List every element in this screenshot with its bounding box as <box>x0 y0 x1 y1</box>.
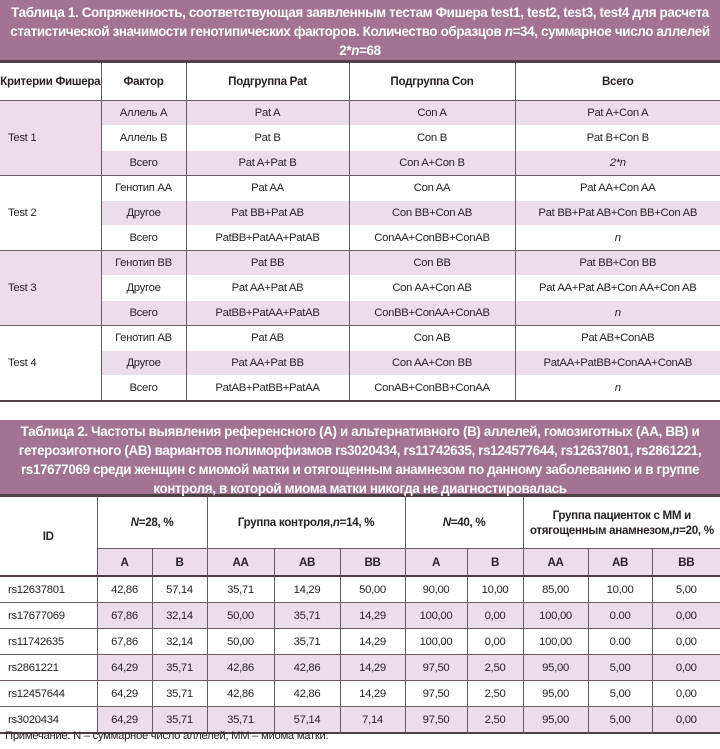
frequency-cell: 7,14 <box>340 707 405 734</box>
frequency-cell: 32,14 <box>152 629 207 655</box>
snp-id-cell: rs12457644 <box>0 681 97 707</box>
snp-id-cell: rs12637801 <box>0 576 97 603</box>
table-row <box>0 376 720 402</box>
frequency-cell: 0.00 <box>588 629 652 655</box>
frequency-cell: 35,71 <box>152 681 207 707</box>
table-cell: Con BB+Con AB <box>349 201 515 226</box>
frequency-cell: 2,50 <box>467 681 523 707</box>
table-cell: 2*n <box>515 151 720 176</box>
column-header: Критерии Фишера <box>0 63 101 101</box>
frequency-cell: 57,14 <box>274 707 340 734</box>
frequency-cell: 10,00 <box>467 576 523 603</box>
frequency-cell: 0,00 <box>652 681 720 707</box>
table-row <box>0 655 720 681</box>
table-row <box>0 681 720 707</box>
frequency-cell: 0,00 <box>652 655 720 681</box>
group-header-segment: =28, % <box>138 516 174 529</box>
table-cell: PatAA+PatBB+ConAA+ConAB <box>515 351 720 376</box>
table-row <box>0 326 720 351</box>
factor-cell: Всего <box>101 151 186 176</box>
table-cell: Con A <box>349 101 515 126</box>
table1-title-segment: n <box>351 43 360 58</box>
frequency-cell: 35,71 <box>274 603 340 629</box>
factor-cell: Аллель А <box>101 101 186 126</box>
table-cell: Pat A <box>186 101 349 126</box>
subheader: BB <box>652 549 720 577</box>
group-header-segment: =14, % <box>339 516 375 529</box>
group-header-segment: n <box>332 516 340 529</box>
frequency-cell: 14,29 <box>340 603 405 629</box>
group-header-segment: Группа пациенток с ММ и отягощенным анамнезом, <box>529 508 691 537</box>
factor-cell: Всего <box>101 376 186 402</box>
frequency-cell: 64,29 <box>97 655 152 681</box>
table1-title <box>0 0 720 63</box>
table-row <box>0 576 720 603</box>
table-cell: Pat BB+Pat AB <box>186 201 349 226</box>
frequency-cell: 95,00 <box>523 655 588 681</box>
table-cell: Pat A+Con A <box>515 101 720 126</box>
table1-title-segment: =68 <box>359 43 381 58</box>
frequency-cell: 0,00 <box>467 629 523 655</box>
table-cell: Pat B <box>186 126 349 151</box>
frequency-cell: 35,71 <box>152 655 207 681</box>
group-header-segment: N <box>442 516 451 529</box>
frequency-cell: 14,29 <box>340 655 405 681</box>
group-header <box>97 497 207 549</box>
frequency-cell: 42,86 <box>274 655 340 681</box>
group-header-segment: Группа контроля, <box>237 516 333 529</box>
table-cell: Pat AA+Con AA <box>515 176 720 201</box>
table-row <box>0 201 720 226</box>
table-cell: Con AA <box>349 176 515 201</box>
frequency-cell: 5,00 <box>652 576 720 603</box>
frequency-cell: 100,00 <box>523 603 588 629</box>
frequency-cell: 57,14 <box>152 576 207 603</box>
frequency-cell: 5,00 <box>588 655 652 681</box>
frequency-cell: 100,00 <box>523 629 588 655</box>
table-cell: Pat A+Pat B <box>186 151 349 176</box>
table1-title-segment: =34, суммарное число аллелей 2* <box>339 24 710 58</box>
table-note: Примечание. N – суммарное число аллелей; ММ – миома матки. <box>5 730 329 742</box>
group-header-segment: n <box>672 523 680 537</box>
table-cell: n <box>515 301 720 326</box>
frequency-cell: 14,29 <box>340 681 405 707</box>
subheader: B <box>467 549 523 577</box>
snp-id-cell: rs3020434 <box>0 707 97 734</box>
frequency-cell: 97,50 <box>405 681 467 707</box>
id-header: ID <box>0 497 97 576</box>
table-cell: Pat AA+Pat AB <box>186 276 349 301</box>
frequency-cell: 67,86 <box>97 629 152 655</box>
table-cell: Pat AA+Pat AB+Con AA+Con AB <box>515 276 720 301</box>
frequency-cell: 50,00 <box>207 629 274 655</box>
table-row <box>0 351 720 376</box>
table2 <box>0 497 720 734</box>
table-cell: PatBB+PatAA+PatAB <box>186 226 349 251</box>
table-cell: ConAA+ConBB+ConAB <box>349 226 515 251</box>
table-row <box>0 603 720 629</box>
column-header: Подгруппа Con <box>349 63 515 101</box>
frequency-cell: 85,00 <box>523 576 588 603</box>
group-header-segment: =20, % <box>679 523 714 537</box>
table-cell: n <box>515 376 720 402</box>
subheader: A <box>405 549 467 577</box>
table-cell: Con A+Con B <box>349 151 515 176</box>
frequency-cell: 5,00 <box>588 681 652 707</box>
frequency-cell: 64,29 <box>97 707 152 734</box>
frequency-cell: 64,29 <box>97 681 152 707</box>
table-row <box>0 629 720 655</box>
table-row <box>0 101 720 126</box>
group-header <box>523 497 720 549</box>
table-cell: Pat AB+ConAB <box>515 326 720 351</box>
table-cell: n <box>515 226 720 251</box>
frequency-cell: 14,29 <box>274 576 340 603</box>
frequency-cell: 2,50 <box>467 655 523 681</box>
frequency-cell: 0,00 <box>652 603 720 629</box>
table-cell: Con BB <box>349 251 515 276</box>
column-header: Всего <box>515 63 720 101</box>
table1-title-segment: n <box>504 24 513 39</box>
factor-cell: Генотип AB <box>101 326 186 351</box>
snp-id-cell: rs11742635 <box>0 629 97 655</box>
frequency-cell: 42,86 <box>97 576 152 603</box>
frequency-cell: 67,86 <box>97 603 152 629</box>
factor-cell: Другое <box>101 276 186 301</box>
frequency-cell: 42,86 <box>207 655 274 681</box>
table-cell: ConBB+ConAA+ConAB <box>349 301 515 326</box>
frequency-cell: 2,50 <box>467 707 523 734</box>
frequency-cell: 14,29 <box>340 629 405 655</box>
fisher-test-label: Test 3 <box>0 251 101 326</box>
table-row <box>0 151 720 176</box>
table-cell: Con B <box>349 126 515 151</box>
table-cell: Pat AA <box>186 176 349 201</box>
subheader: AB <box>274 549 340 577</box>
frequency-cell: 90,00 <box>405 576 467 603</box>
factor-cell: Другое <box>101 201 186 226</box>
table-cell: Pat BB+Pat AB+Con BB+Con AB <box>515 201 720 226</box>
table-row <box>0 126 720 151</box>
factor-cell: Генотип BB <box>101 251 186 276</box>
table-row <box>0 176 720 201</box>
subheader: BB <box>340 549 405 577</box>
table-row <box>0 276 720 301</box>
frequency-cell: 32,14 <box>152 603 207 629</box>
table2-title: Таблица 2. Частоты выявления референсного (A) и альтернативного (B) аллелей, гомозиготных (AA, BB) и гетерозиготного (AB) вариантов полиморфизмов rs3020434, rs11742635, rs124577644, rs12637801, rs2861221, rs17677069 среди женщин с миомой матки и отягощенным анамнезом по данному заболеванию и в группе контроля, в которой миома матки никогда не диагностировалась <box>0 420 720 497</box>
table-cell: PatAB+PatBB+PatAA <box>186 376 349 402</box>
subheader: AB <box>588 549 652 577</box>
factor-cell: Генотип AA <box>101 176 186 201</box>
frequency-cell: 42,86 <box>274 681 340 707</box>
group-header-segment: =40, % <box>450 516 486 529</box>
frequency-cell: 35,71 <box>207 707 274 734</box>
table1-header-row <box>0 63 720 101</box>
table-cell: Pat BB+Con BB <box>515 251 720 276</box>
factor-cell: Аллель B <box>101 126 186 151</box>
subheader: AA <box>523 549 588 577</box>
frequency-cell: 35,71 <box>274 629 340 655</box>
factor-cell: Другое <box>101 351 186 376</box>
column-header: Фактор <box>101 63 186 101</box>
frequency-cell: 35,71 <box>152 707 207 734</box>
frequency-cell: 0,00 <box>652 707 720 734</box>
frequency-cell: 42,86 <box>207 681 274 707</box>
frequency-cell: 97,50 <box>405 707 467 734</box>
snp-id-cell: rs17677069 <box>0 603 97 629</box>
table-cell: Pat AA+Pat BB <box>186 351 349 376</box>
column-header: Подгруппа Pat <box>186 63 349 101</box>
factor-cell: Всего <box>101 226 186 251</box>
subheader: A <box>97 549 152 577</box>
frequency-cell: 35,71 <box>207 576 274 603</box>
table-cell: Pat AB <box>186 326 349 351</box>
fisher-test-label: Test 4 <box>0 326 101 402</box>
fisher-test-label: Test 2 <box>0 176 101 251</box>
fisher-test-label: Test 1 <box>0 101 101 176</box>
group-header <box>207 497 405 549</box>
group-header-segment: N <box>130 516 139 529</box>
table-cell: Con AA+Con AB <box>349 276 515 301</box>
subheader: B <box>152 549 207 577</box>
table-cell: Con AB <box>349 326 515 351</box>
table-row <box>0 251 720 276</box>
frequency-cell: 0,00 <box>467 603 523 629</box>
table2-group-header-row <box>0 497 720 549</box>
table-row <box>0 226 720 251</box>
subheader: AA <box>207 549 274 577</box>
table1-title-segment: Таблица 1. Сопряженность, соответствующая заявленным тестам Фишера test1, test2, test3, test4 для расчета статистической значимости генотипических факторов. Количество образцов <box>10 5 709 39</box>
frequency-cell: 97,50 <box>405 655 467 681</box>
frequency-cell: 0,00 <box>652 629 720 655</box>
table1 <box>0 63 720 402</box>
frequency-cell: 95,00 <box>523 707 588 734</box>
frequency-cell: 100,00 <box>405 629 467 655</box>
table-cell: Con AA+Con BB <box>349 351 515 376</box>
frequency-cell: 5,00 <box>588 707 652 734</box>
frequency-cell: 50,00 <box>207 603 274 629</box>
frequency-cell: 50,00 <box>340 576 405 603</box>
table-cell: ConAB+ConBB+ConAA <box>349 376 515 402</box>
group-header <box>405 497 523 549</box>
table2-subheader-row <box>0 549 720 577</box>
frequency-cell: 0.00 <box>588 603 652 629</box>
table-cell: Pat B+Con B <box>515 126 720 151</box>
snp-id-cell: rs2861221 <box>0 655 97 681</box>
table-cell: PatBB+PatAA+PatAB <box>186 301 349 326</box>
frequency-cell: 95,00 <box>523 681 588 707</box>
table-cell: Pat BB <box>186 251 349 276</box>
table-row <box>0 301 720 326</box>
factor-cell: Всего <box>101 301 186 326</box>
frequency-cell: 10,00 <box>588 576 652 603</box>
frequency-cell: 100,00 <box>405 603 467 629</box>
